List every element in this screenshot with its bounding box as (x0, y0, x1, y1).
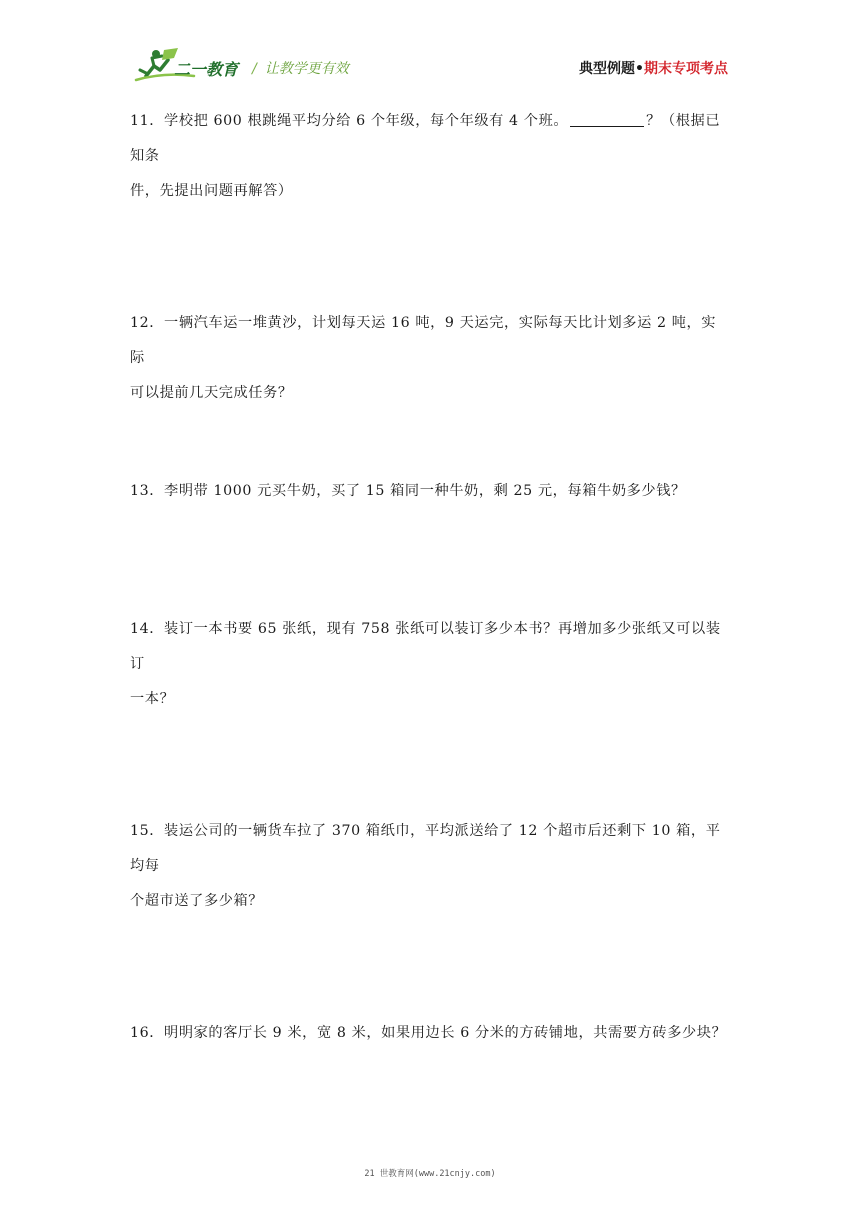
question-12 (130, 306, 730, 411)
question-11-text-b: ？（根据已知条 (130, 113, 721, 164)
slogan-text: 让教学更有效 (264, 61, 349, 77)
question-11-text-a: 11．学校把 600 根跳绳平均分给 6 个年级，每个年级有 4 个班。 (130, 113, 569, 129)
answer-blank[interactable] (570, 110, 644, 127)
question-15-line-1: 15．装运公司的一辆货车拉了 370 箱纸巾，平均派送给了 12 个超市后还剩下 10 箱，平均每 (130, 823, 721, 874)
question-13-line-1: 13．李明带 1000 元买牛奶，买了 15 箱同一种牛奶，剩 25 元，每箱牛奶多少钱？ (130, 483, 686, 499)
question-14-line-1: 14．装订一本书要 65 张纸，现有 758 张纸可以装订多少本书？再增加多少张纸又可以装订 (130, 621, 721, 672)
page-header (130, 40, 730, 90)
question-11 (130, 104, 730, 209)
header-category (579, 58, 728, 78)
question-16 (130, 1016, 730, 1051)
question-12-line-1: 12．一辆汽车运一堆黄沙，计划每天运 16 吨，9 天运完，实际每天比计划多运 2 吨，实际 (130, 315, 717, 366)
question-15 (130, 814, 730, 919)
question-14-line-2: 一本？ (130, 691, 175, 707)
header-category-part2: 期末专项考点 (644, 61, 728, 77)
slogan-slash: / (252, 61, 257, 77)
logo-text: 二一教育 (174, 60, 239, 79)
question-13 (130, 474, 730, 509)
question-16-line-1: 16．明明家的客厅长 9 米，宽 8 米，如果用边长 6 分米的方砖铺地，共需要方砖多少块？ (130, 1025, 727, 1041)
slogan (252, 58, 349, 78)
question-11-line-1 (130, 104, 730, 174)
question-14 (130, 612, 730, 717)
header-category-part1: 典型例题• (579, 61, 644, 77)
question-11-line-2: 件，先提出问题再解答） (130, 183, 293, 199)
page-footer: 21 世教育网(www.21cnjy.com) (364, 1169, 496, 1179)
brand-logo (134, 46, 254, 86)
question-15-line-2: 个超市送了多少箱？ (130, 893, 264, 909)
question-12-line-2: 可以提前几天完成任务？ (130, 385, 293, 401)
